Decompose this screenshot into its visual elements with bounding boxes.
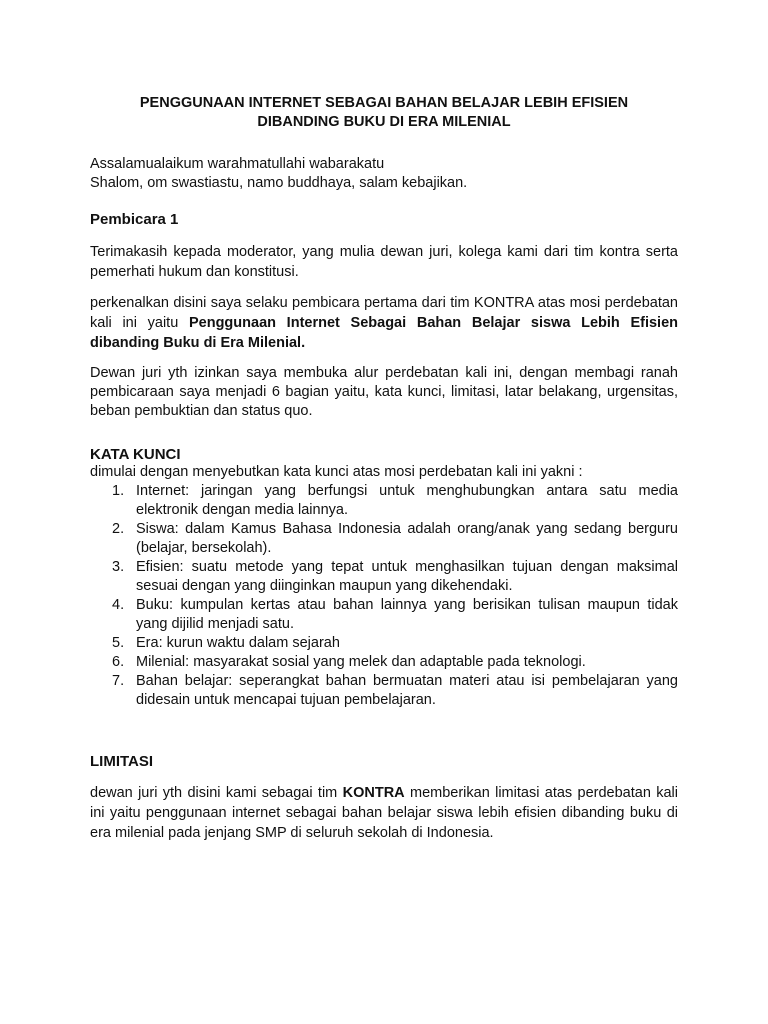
limitasi-heading: LIMITASI (90, 753, 154, 770)
list-item (90, 482, 678, 520)
list-item (90, 596, 678, 634)
list-item-text: Internet: jaringan yang berfungsi untuk menghubungkan antara satu media elektronik dengan media lainnya. (136, 483, 678, 518)
list-item-number: 1. (112, 483, 125, 499)
list-item-number: 6. (112, 654, 125, 670)
kata-kunci-list (90, 482, 678, 710)
kata-kunci-list-wrapper (90, 482, 678, 710)
list-item (90, 653, 678, 672)
introduction-text: perkenalkan disini saya selaku pembicara pertama dari tim KONTRA atas mosi perdebatan kali ini yaitu (90, 295, 678, 331)
motion-title: Penggunaan Internet Sebagai Bahan Belajar siswa Lebih Efisien dibanding Buku di Era Milenial. (90, 315, 679, 351)
paragraph-introduction (90, 293, 678, 353)
greeting-line-1: Assalamualaikum warahmatullahi wabarakatu (90, 156, 385, 172)
document-title (90, 94, 678, 132)
paragraph-outline: Dewan juri yth izinkan saya membuka alur perdebatan kali ini, dengan membagi ranah pembicaraan saya menjadi 6 bagian yaitu, kata kunci, limitasi, latar belakang, urgensitas, beban pembuktian dan status quo. (90, 365, 678, 419)
speaker-heading: Pembicara 1 (90, 211, 179, 228)
list-item-text: Milenial: masyarakat sosial yang melek dan adaptable pada teknologi. (136, 654, 586, 670)
paragraph-limitasi (90, 783, 678, 843)
list-item-number: 4. (112, 597, 125, 613)
limitasi-text-end: memberikan limitasi atas perdebatan kali ini yaitu penggunaan internet sebagai bahan belajar siswa lebih efisien dibanding buku di era milenial pada jenjang SMP di seluruh sekolah di Indonesia. (90, 785, 678, 841)
list-item (90, 634, 678, 653)
kata-kunci-intro: dimulai dengan menyebutkan kata kunci atas mosi perdebatan kali ini yakni : (90, 464, 583, 480)
list-item (90, 672, 678, 710)
list-item-number: 2. (112, 521, 125, 537)
greeting (90, 155, 678, 193)
team-name: KONTRA (342, 785, 405, 801)
list-item-number: 5. (112, 635, 125, 651)
kata-kunci-heading: KATA KUNCI (90, 446, 181, 463)
list-item-text: Buku: kumpulan kertas atau bahan lainnya yang berisikan tulisan maupun tidak yang dijilid menjadi satu. (136, 597, 678, 632)
title-line-1: PENGGUNAAN INTERNET SEBAGAI BAHAN BELAJAR LEBIH EFISIEN (139, 95, 629, 111)
list-item-text: Era: kurun waktu dalam sejarah (136, 635, 340, 651)
list-item-text: Efisien: suatu metode yang tepat untuk menghasilkan tujuan dengan maksimal sesuai dengan yang diinginkan maupun yang dikehendaki. (136, 559, 678, 594)
greeting-line-2: Shalom, om swastiastu, namo buddhaya, salam kebajikan. (90, 175, 468, 191)
list-item-number: 7. (112, 673, 125, 689)
list-item-text: Bahan belajar: seperangkat bahan bermuatan materi atau isi pembelajaran yang didesain untuk mencapai tujuan pembelajaran. (136, 673, 678, 708)
limitasi-text-start: dewan juri yth disini kami sebagai tim (90, 785, 343, 801)
paragraph-thanks: Terimakasih kepada moderator, yang mulia dewan juri, kolega kami dari tim kontra serta pemerhati hukum dan konstitusi. (90, 244, 678, 280)
list-item-text: Siswa: dalam Kamus Bahasa Indonesia adalah orang/anak yang sedang berguru (belajar, bersekolah). (136, 521, 678, 556)
list-item (90, 520, 678, 558)
list-item (90, 558, 678, 596)
list-item-number: 3. (112, 559, 125, 575)
title-line-2: DIBANDING BUKU DI ERA MILENIAL (257, 114, 511, 130)
